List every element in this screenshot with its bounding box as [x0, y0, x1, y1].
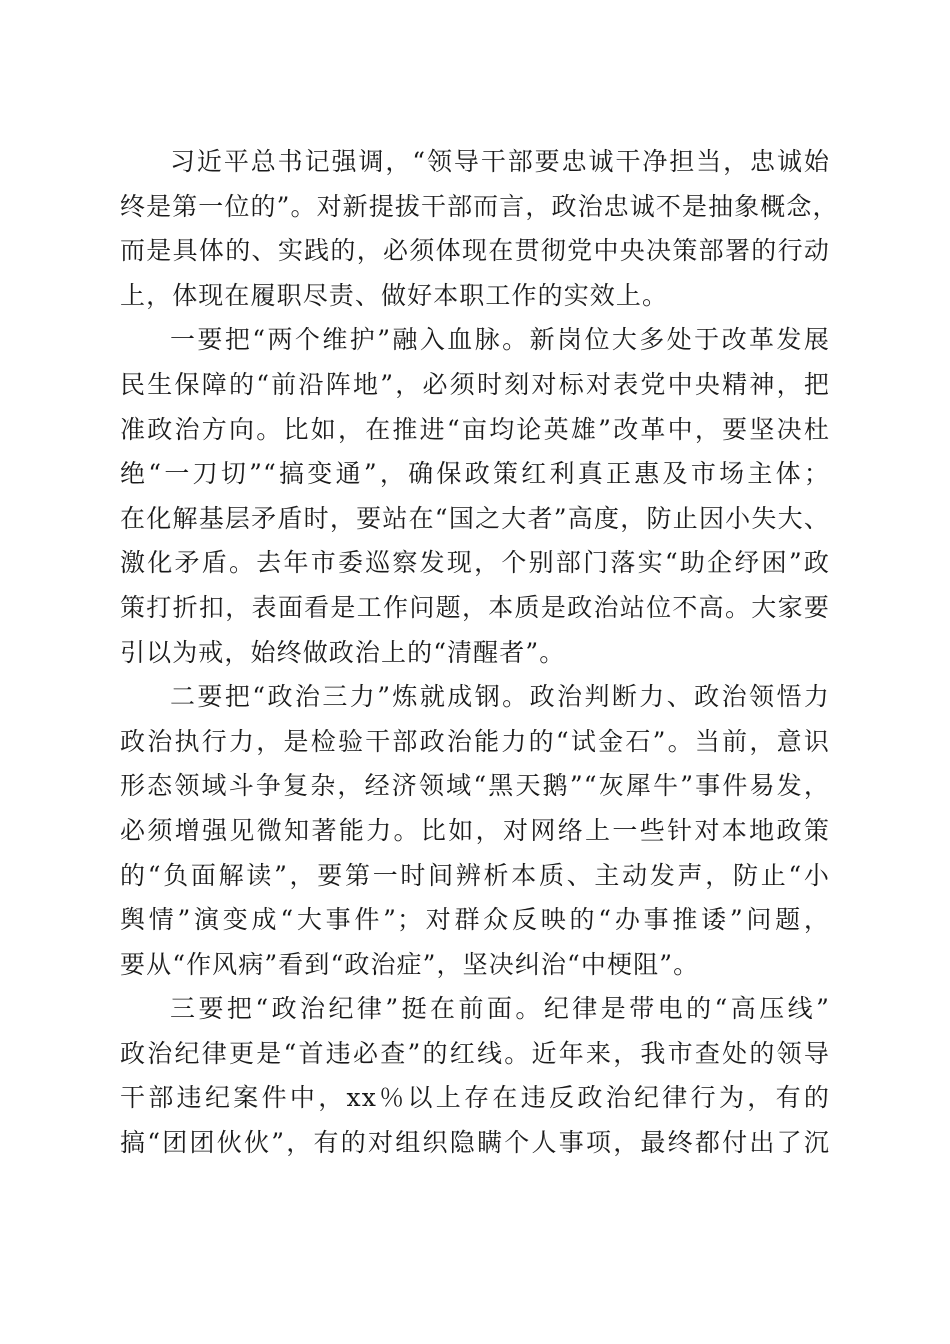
- text-line: 激化矛盾。去年市委巡察发现，个别部门落实“助企纾困”政: [120, 548, 830, 578]
- text-line: 绝“一刀切”“搞变通”，确保政策红利真正惠及市场主体；: [120, 459, 830, 489]
- paragraph-loyalty-intro: [120, 140, 839, 318]
- text-line: 政治执行力，是检验干部政治能力的“试金石”。当前，意识: [120, 726, 830, 756]
- text-line: 引以为戒，始终做政治上的“清醒者”。: [120, 637, 566, 667]
- text-line: 终是第一位的”。对新提拔干部而言，政治忠诚不是抽象概念，: [120, 191, 839, 221]
- text-line: 三要把“政治纪律”挺在前面。纪律是带电的“高压线”: [170, 994, 830, 1024]
- text-line: 在化解基层矛盾时，要站在“国之大者”高度，防止因小失大、: [120, 503, 830, 533]
- paragraph-political-discipline: [120, 987, 830, 1165]
- text-line: 的“负面解读”，要第一时间辨析本质、主动发声，防止“小: [120, 860, 830, 890]
- text-line: 民生保障的“前沿阵地”，必须时刻对标对表党中央精神，把: [120, 369, 830, 399]
- text-line: 形态领域斗争复杂，经济领域“黑天鹅”“灰犀牛”事件易发，: [120, 771, 830, 801]
- text-line: 必须增强见微知著能力。比如，对网络上一些针对本地政策: [120, 815, 830, 845]
- text-line: 上，体现在履职尽责、做好本职工作的实效上。: [120, 280, 669, 310]
- document-body: [120, 140, 839, 1166]
- text-line: 要从“作风病”看到“政治症”，坚决纠治“中梗阻”。: [120, 949, 700, 979]
- text-line: 舆情”演变成“大事件”；对群众反映的“办事推诿”问题，: [120, 905, 830, 935]
- paragraph-two-safeguards: [120, 318, 830, 675]
- text-line: 政治纪律更是“首违必查”的红线。近年来，我市查处的领导: [120, 1038, 830, 1068]
- text-line: 干部违纪案件中，xx％以上存在违反政治纪律行为，有的: [120, 1083, 830, 1113]
- paragraph-three-abilities: [120, 675, 830, 987]
- text-line: 一要把“两个维护”融入血脉。新岗位大多处于改革发展: [170, 325, 830, 355]
- text-line: 而是具体的、实践的，必须体现在贯彻党中央决策部署的行动: [120, 236, 830, 266]
- text-line: 习近平总书记强调，“领导干部要忠诚干净担当，忠诚始: [170, 147, 830, 176]
- text-line: 搞“团团伙伙”，有的对组织隐瞒个人事项，最终都付出了沉: [120, 1128, 830, 1158]
- text-line: 准政治方向。比如，在推进“亩均论英雄”改革中，要坚决杜: [120, 414, 830, 444]
- text-line: 策打折扣，表面看是工作问题，本质是政治站位不高。大家要: [120, 592, 830, 622]
- text-line: 二要把“政治三力”炼就成钢。政治判断力、政治领悟力: [170, 682, 830, 712]
